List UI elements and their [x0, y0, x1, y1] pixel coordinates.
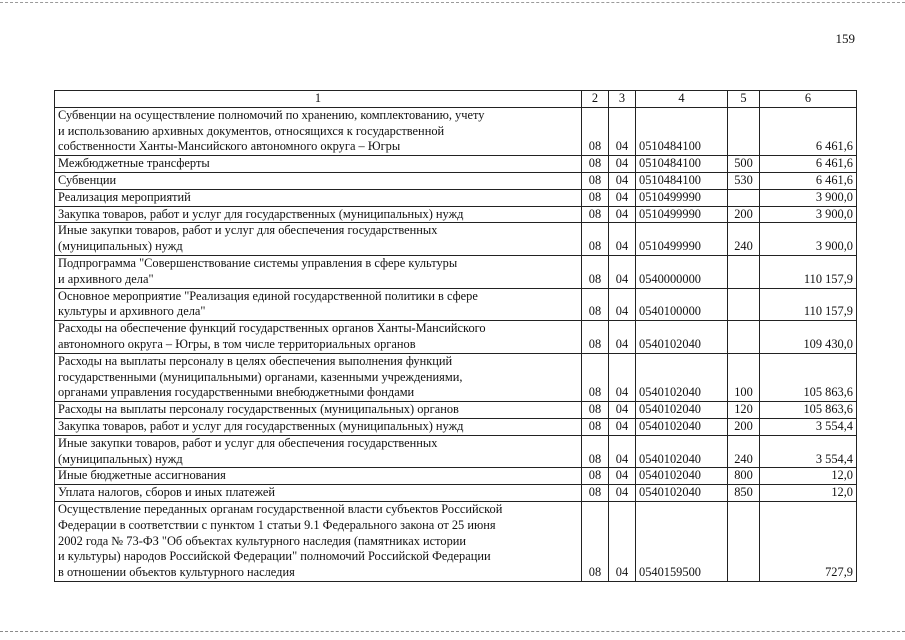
row-subsection-cell: 04 — [609, 402, 636, 419]
row-target-article-cell: 0540100000 — [636, 288, 728, 321]
row-amount-cell: 109 430,0 — [760, 321, 857, 354]
row-expense-type-cell: 200 — [728, 418, 760, 435]
row-section-cell: 08 — [582, 435, 609, 468]
row-target-article-cell: 0540000000 — [636, 255, 728, 288]
row-target-article-cell: 0510484100 — [636, 156, 728, 173]
table-row — [55, 172, 857, 189]
row-subsection-cell: 04 — [609, 485, 636, 502]
row-name-cell: Подпрограмма "Совершенствование системы управления в сфере культуры и архивного дела" — [55, 255, 582, 288]
row-target-article-cell: 0510499990 — [636, 206, 728, 223]
row-name-cell: Закупка товаров, работ и услуг для государственных (муниципальных) нужд — [55, 206, 582, 223]
row-target-article-cell: 0540102040 — [636, 485, 728, 502]
row-section-cell: 08 — [582, 353, 609, 401]
row-name-cell: Расходы на выплаты персоналу государственных (муниципальных) органов — [55, 402, 582, 419]
page-number: 159 — [835, 31, 855, 46]
row-subsection-cell: 04 — [609, 288, 636, 321]
row-expense-type-cell: 200 — [728, 206, 760, 223]
table-row — [55, 353, 857, 401]
row-expense-type-cell — [728, 501, 760, 581]
row-target-article-cell: 0540102040 — [636, 468, 728, 485]
row-name-cell: Закупка товаров, работ и услуг для государственных (муниципальных) нужд — [55, 418, 582, 435]
row-expense-type-cell: 120 — [728, 402, 760, 419]
row-section-cell: 08 — [582, 288, 609, 321]
row-target-article-cell: 0540102040 — [636, 435, 728, 468]
row-name-cell: Иные закупки товаров, работ и услуг для обеспечения государственных (муниципальных) нужд — [55, 223, 582, 256]
row-section-cell: 08 — [582, 223, 609, 256]
row-name-cell: Осуществление переданных органам государственной власти субъектов Российской Федерации в соответствии с пунктом 1 статьи 9.1 Федерального закона от 25 июня 2002 года № 73-ФЗ "Об объектах культурного наследия (памятниках истории и культуры) народов Российской Федерации" полномочий Российской Федерации в отношении объектов культурного наследия — [55, 501, 582, 581]
row-subsection-cell: 04 — [609, 353, 636, 401]
row-subsection-cell: 04 — [609, 321, 636, 354]
scan-bottom-edge — [0, 631, 905, 632]
table-row — [55, 402, 857, 419]
row-amount-cell: 3 900,0 — [760, 206, 857, 223]
row-expense-type-cell: 240 — [728, 435, 760, 468]
row-amount-cell: 3 900,0 — [760, 189, 857, 206]
row-amount-cell: 6 461,6 — [760, 156, 857, 173]
header-col-1: 1 — [55, 91, 582, 108]
row-name-cell: Реализация мероприятий — [55, 189, 582, 206]
table-row — [55, 206, 857, 223]
row-amount-cell: 727,9 — [760, 501, 857, 581]
table-row — [55, 223, 857, 256]
table-row — [55, 189, 857, 206]
row-section-cell: 08 — [582, 189, 609, 206]
row-target-article-cell: 0510484100 — [636, 172, 728, 189]
row-subsection-cell: 04 — [609, 223, 636, 256]
row-amount-cell: 105 863,6 — [760, 353, 857, 401]
table-body — [55, 107, 857, 581]
row-expense-type-cell: 800 — [728, 468, 760, 485]
row-expense-type-cell: 500 — [728, 156, 760, 173]
row-name-cell: Уплата налогов, сборов и иных платежей — [55, 485, 582, 502]
row-amount-cell: 6 461,6 — [760, 172, 857, 189]
row-section-cell: 08 — [582, 501, 609, 581]
header-col-5: 5 — [728, 91, 760, 108]
row-section-cell: 08 — [582, 402, 609, 419]
row-subsection-cell: 04 — [609, 172, 636, 189]
row-subsection-cell: 04 — [609, 189, 636, 206]
row-amount-cell: 3 554,4 — [760, 435, 857, 468]
row-amount-cell: 3 554,4 — [760, 418, 857, 435]
row-expense-type-cell — [728, 255, 760, 288]
table-row — [55, 418, 857, 435]
table-row — [55, 485, 857, 502]
row-target-article-cell: 0540102040 — [636, 321, 728, 354]
row-section-cell: 08 — [582, 107, 609, 155]
row-amount-cell: 3 900,0 — [760, 223, 857, 256]
row-expense-type-cell — [728, 107, 760, 155]
table-row — [55, 255, 857, 288]
table-row — [55, 107, 857, 155]
row-section-cell: 08 — [582, 172, 609, 189]
row-target-article-cell: 0540159500 — [636, 501, 728, 581]
row-target-article-cell: 0510484100 — [636, 107, 728, 155]
row-target-article-cell: 0540102040 — [636, 418, 728, 435]
header-col-2: 2 — [582, 91, 609, 108]
row-amount-cell: 110 157,9 — [760, 288, 857, 321]
row-target-article-cell: 0540102040 — [636, 353, 728, 401]
row-expense-type-cell — [728, 189, 760, 206]
row-amount-cell: 105 863,6 — [760, 402, 857, 419]
row-amount-cell: 6 461,6 — [760, 107, 857, 155]
row-subsection-cell: 04 — [609, 418, 636, 435]
row-name-cell: Иные бюджетные ассигнования — [55, 468, 582, 485]
row-section-cell: 08 — [582, 206, 609, 223]
row-name-cell: Основное мероприятие "Реализация единой государственной политики в сфере культуры и архивного дела" — [55, 288, 582, 321]
row-subsection-cell: 04 — [609, 107, 636, 155]
row-expense-type-cell: 100 — [728, 353, 760, 401]
header-col-6: 6 — [760, 91, 857, 108]
row-section-cell: 08 — [582, 321, 609, 354]
row-name-cell: Иные закупки товаров, работ и услуг для обеспечения государственных (муниципальных) нужд — [55, 435, 582, 468]
table-row — [55, 288, 857, 321]
row-subsection-cell: 04 — [609, 255, 636, 288]
table-row — [55, 501, 857, 581]
row-name-cell: Субвенции на осуществление полномочий по хранению, комплектованию, учету и использованию архивных документов, относящихся к государственной собственности Ханты-Мансийского автономного округа – Югры — [55, 107, 582, 155]
row-subsection-cell: 04 — [609, 435, 636, 468]
row-section-cell: 08 — [582, 255, 609, 288]
row-name-cell: Межбюджетные трансферты — [55, 156, 582, 173]
row-expense-type-cell — [728, 321, 760, 354]
row-amount-cell: 12,0 — [760, 485, 857, 502]
row-subsection-cell: 04 — [609, 468, 636, 485]
table-row — [55, 321, 857, 354]
budget-table — [54, 90, 857, 582]
table-row — [55, 156, 857, 173]
row-expense-type-cell: 240 — [728, 223, 760, 256]
row-amount-cell: 12,0 — [760, 468, 857, 485]
row-name-cell: Субвенции — [55, 172, 582, 189]
row-section-cell: 08 — [582, 468, 609, 485]
row-name-cell: Расходы на обеспечение функций государственных органов Ханты-Мансийского автономного округа – Югры, в том числе территориальных органов — [55, 321, 582, 354]
row-expense-type-cell: 850 — [728, 485, 760, 502]
row-subsection-cell: 04 — [609, 206, 636, 223]
row-section-cell: 08 — [582, 485, 609, 502]
row-subsection-cell: 04 — [609, 501, 636, 581]
row-expense-type-cell — [728, 288, 760, 321]
row-target-article-cell: 0510499990 — [636, 223, 728, 256]
table-row — [55, 435, 857, 468]
row-section-cell: 08 — [582, 156, 609, 173]
scan-top-edge — [0, 2, 905, 3]
row-amount-cell: 110 157,9 — [760, 255, 857, 288]
row-expense-type-cell: 530 — [728, 172, 760, 189]
row-section-cell: 08 — [582, 418, 609, 435]
row-name-cell: Расходы на выплаты персоналу в целях обеспечения выполнения функций государственными (муниципальными) органами, казенными учреждениями, органами управления государственными внебюджетными фондами — [55, 353, 582, 401]
header-col-4: 4 — [636, 91, 728, 108]
table-header-row — [55, 91, 857, 108]
table-row — [55, 468, 857, 485]
row-target-article-cell: 0540102040 — [636, 402, 728, 419]
row-subsection-cell: 04 — [609, 156, 636, 173]
header-col-3: 3 — [609, 91, 636, 108]
row-target-article-cell: 0510499990 — [636, 189, 728, 206]
